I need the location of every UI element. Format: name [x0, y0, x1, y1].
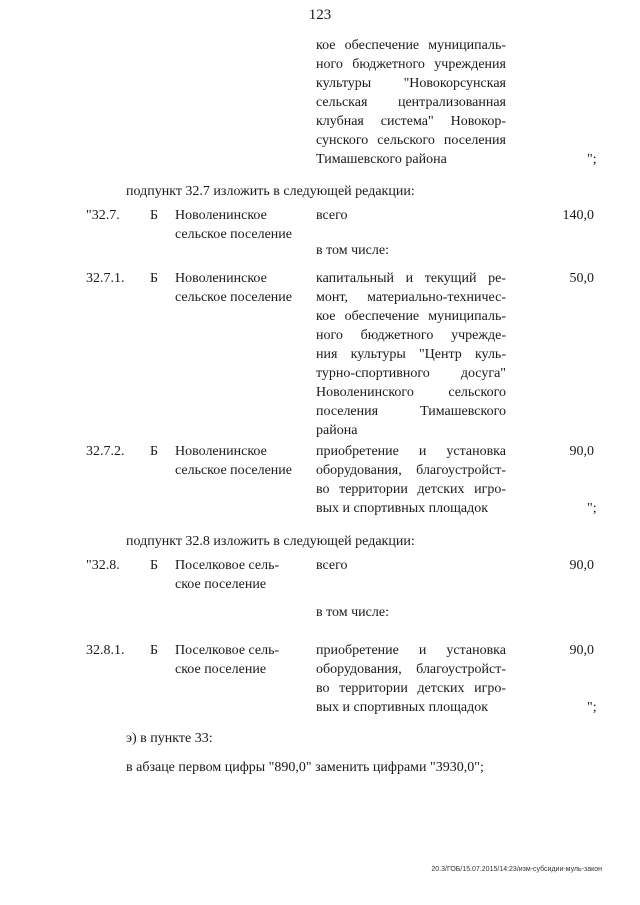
row-letter: Б [150, 271, 159, 286]
text-word: кое [316, 38, 336, 53]
paragraph-32-8: подпункт 32.8 изложить в следующей редакции: [126, 534, 415, 549]
row-place-line: ское поселение [175, 662, 267, 677]
row-purpose: всего [316, 208, 348, 223]
text-word: Новокор- [450, 114, 506, 129]
text-word: оборудования, [316, 463, 402, 478]
including-note: в том числе: [316, 243, 389, 258]
text-line [316, 269, 506, 288]
text-line [316, 499, 506, 518]
text-line [316, 55, 506, 74]
text-word: куль- [474, 347, 506, 362]
text-line [316, 288, 506, 307]
text-word: учреждения [434, 57, 506, 72]
text-line [316, 641, 506, 660]
paragraph-e: э) в пункте 33: [126, 731, 213, 746]
text-word: ного [316, 57, 343, 72]
text-word: игро- [474, 482, 506, 497]
row-number: "32.8. [86, 558, 120, 573]
text-word: турно-спортивного [316, 366, 430, 381]
text-word: вых и спортивных площадок [316, 700, 489, 715]
text-word: сельского [377, 133, 435, 148]
text-word: и [418, 643, 427, 658]
row-amount: 50,0 [569, 271, 594, 286]
text-word: оборудования, [316, 662, 402, 677]
text-word: ния [316, 347, 338, 362]
text-word: детских [417, 681, 465, 696]
text-word: текущий [424, 271, 477, 286]
closing-quote: "; [587, 152, 597, 167]
text-word: детских [417, 482, 465, 497]
text-word: культуры [316, 76, 372, 91]
text-line [316, 383, 506, 402]
text-line [316, 150, 506, 169]
paragraph-32-7: подпункт 32.7 изложить в следующей редакции: [126, 184, 415, 199]
row-amount: 90,0 [569, 643, 594, 658]
text-word: клубная [316, 114, 364, 129]
row-purpose-block [316, 641, 506, 717]
text-word: бюджетного [352, 57, 425, 72]
text-word: приобретение [316, 643, 399, 658]
text-line [316, 480, 506, 499]
text-line [316, 307, 506, 326]
row-purpose-block [316, 442, 506, 518]
paragraph-replace: в абзаце первом цифры "890,0" заменить цифрами "3930,0"; [126, 760, 484, 775]
text-word: "Центр [418, 347, 462, 362]
text-word: Тимашевского района [316, 152, 447, 167]
text-word: учрежде- [451, 328, 506, 343]
footer-file-path: 20.3/ГОБ/15.07.2015/14:23/изм-субсидии-муль-закон [431, 866, 602, 873]
text-line [316, 402, 506, 421]
text-word: Новоленинского [316, 385, 414, 400]
row-number: "32.7. [86, 208, 120, 223]
row-amount: 90,0 [569, 444, 594, 459]
text-word: сунского [316, 133, 369, 148]
text-word: кое [316, 309, 336, 324]
text-word: и [405, 271, 414, 286]
text-word: ного [316, 328, 343, 343]
text-word: обеспечение [344, 38, 420, 53]
text-word: система" [380, 114, 434, 129]
text-word: установка [446, 643, 506, 658]
text-word: сельского [448, 385, 506, 400]
text-line [316, 442, 506, 461]
row-place-line: Поселковое сель- [175, 643, 280, 658]
row-letter: Б [150, 444, 159, 459]
text-word: муниципаль- [428, 309, 506, 324]
closing-quote: "; [587, 501, 597, 516]
text-word: благоустройст- [416, 463, 506, 478]
text-word: досуга" [460, 366, 506, 381]
row-place: Новоленинское сельское поселение [175, 271, 292, 305]
text-word: капитальный [316, 271, 394, 286]
text-word: вых и спортивных площадок [316, 501, 489, 516]
text-word: благоустройст- [416, 662, 506, 677]
row-letter: Б [150, 643, 159, 658]
text-line [316, 421, 506, 440]
row-place-line: Поселковое сель- [175, 558, 280, 573]
row-letter: Б [150, 558, 159, 573]
text-line [316, 461, 506, 480]
text-line [316, 36, 506, 55]
row-purpose: всего [316, 558, 348, 573]
row-place: Новоленинское сельское поселение [175, 208, 292, 242]
row-place: Новоленинское сельское поселение [175, 444, 292, 478]
text-word: сельская [316, 95, 368, 110]
text-line [316, 660, 506, 679]
top-description-block [316, 36, 506, 169]
text-line [316, 112, 506, 131]
page-number: 123 [308, 7, 332, 23]
including-note: в том числе: [316, 605, 389, 620]
text-word: и [418, 444, 427, 459]
row-letter: Б [150, 208, 159, 223]
row-number: 32.7.1. [86, 271, 125, 286]
row-purpose-block [316, 269, 506, 440]
row-amount: 90,0 [569, 558, 594, 573]
text-word: поселения [316, 404, 379, 419]
text-line [316, 345, 506, 364]
text-line [316, 364, 506, 383]
text-line [316, 679, 506, 698]
text-word: Тимашевского [420, 404, 506, 419]
text-word: ре- [488, 271, 506, 286]
text-word: "Новокорсунская [403, 76, 506, 91]
text-line [316, 698, 506, 717]
text-word: централизованная [397, 95, 506, 110]
text-word: приобретение [316, 444, 399, 459]
text-word: культуры [350, 347, 406, 362]
row-place-line: ское поселение [175, 577, 267, 592]
text-word: муниципаль- [428, 38, 506, 53]
text-word: во [316, 681, 330, 696]
text-word: территории [339, 482, 408, 497]
text-word: бюджетного [360, 328, 434, 343]
text-word: района [316, 423, 358, 438]
row-number: 32.8.1. [86, 643, 125, 658]
text-line [316, 74, 506, 93]
text-word: обеспечение [344, 309, 420, 324]
row-number: 32.7.2. [86, 444, 125, 459]
text-word: материально-техничес- [367, 290, 506, 305]
row-amount: 140,0 [562, 208, 594, 223]
text-word: поселения [443, 133, 506, 148]
text-line [316, 93, 506, 112]
text-line [316, 326, 506, 345]
text-word: монт, [316, 290, 348, 305]
text-word: во [316, 482, 330, 497]
text-word: территории [339, 681, 408, 696]
text-word: установка [446, 444, 506, 459]
text-line [316, 131, 506, 150]
closing-quote: "; [587, 700, 597, 715]
text-word: игро- [474, 681, 506, 696]
